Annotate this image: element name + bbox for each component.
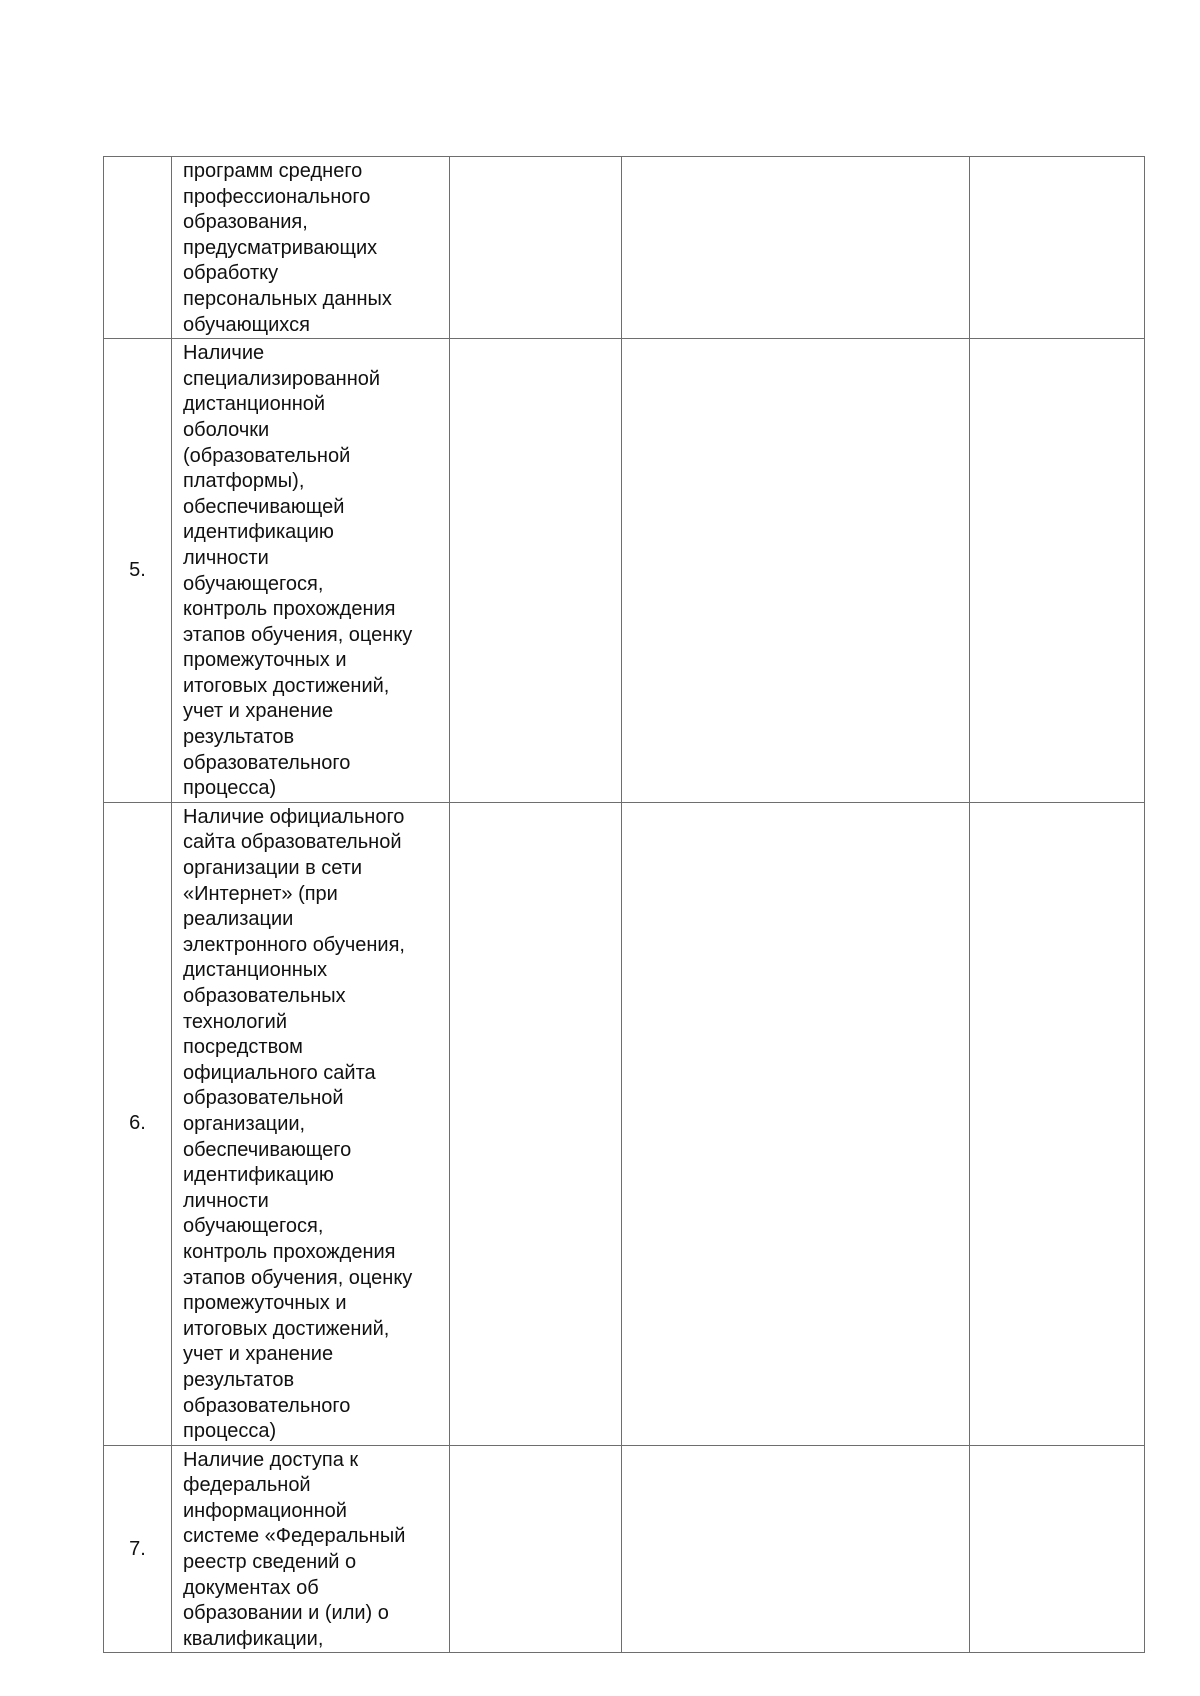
row-number: [104, 157, 172, 339]
criterion-text: Наличие специализированной дистанционной оболочки (образовательной платформы), обеспечивающей идентификацию личности обучающегося, контроль прохождения этапов обучения, оценку промежуточных и итоговых достижений, учет и хранение результатов образовательного процесса): [172, 339, 450, 803]
empty-cell: [970, 802, 1145, 1445]
table-row: [104, 802, 1145, 1445]
empty-cell: [622, 802, 970, 1445]
table-row: [104, 157, 1145, 339]
row-number: 5.: [104, 339, 172, 803]
empty-cell: [622, 1445, 970, 1653]
criterion-text: Наличие официального сайта образовательной организации в сети «Интернет» (при реализации электронного обучения, дистанционных образовательных технологий посредством официального сайта образовательной организации, обеспечивающего идентификацию личности обучающегося, контроль прохождения этапов обучения, оценку промежуточных и итоговых достижений, учет и хранение результатов образовательного процесса): [172, 802, 450, 1445]
empty-cell: [970, 339, 1145, 803]
empty-cell: [622, 339, 970, 803]
empty-cell: [450, 802, 622, 1445]
criterion-text: Наличие доступа к федеральной информационной системе «Федеральный реестр сведений о документах об образовании и (или) о квалификации,: [172, 1445, 450, 1653]
row-number: 7.: [104, 1445, 172, 1653]
criterion-text: программ среднего профессионального образования, предусматривающих обработку персональных данных обучающихся: [172, 157, 450, 339]
empty-cell: [970, 1445, 1145, 1653]
criteria-table: [103, 156, 1145, 1653]
empty-cell: [970, 157, 1145, 339]
table-row: [104, 339, 1145, 803]
empty-cell: [622, 157, 970, 339]
row-number: 6.: [104, 802, 172, 1445]
empty-cell: [450, 157, 622, 339]
empty-cell: [450, 1445, 622, 1653]
empty-cell: [450, 339, 622, 803]
table-row: [104, 1445, 1145, 1653]
